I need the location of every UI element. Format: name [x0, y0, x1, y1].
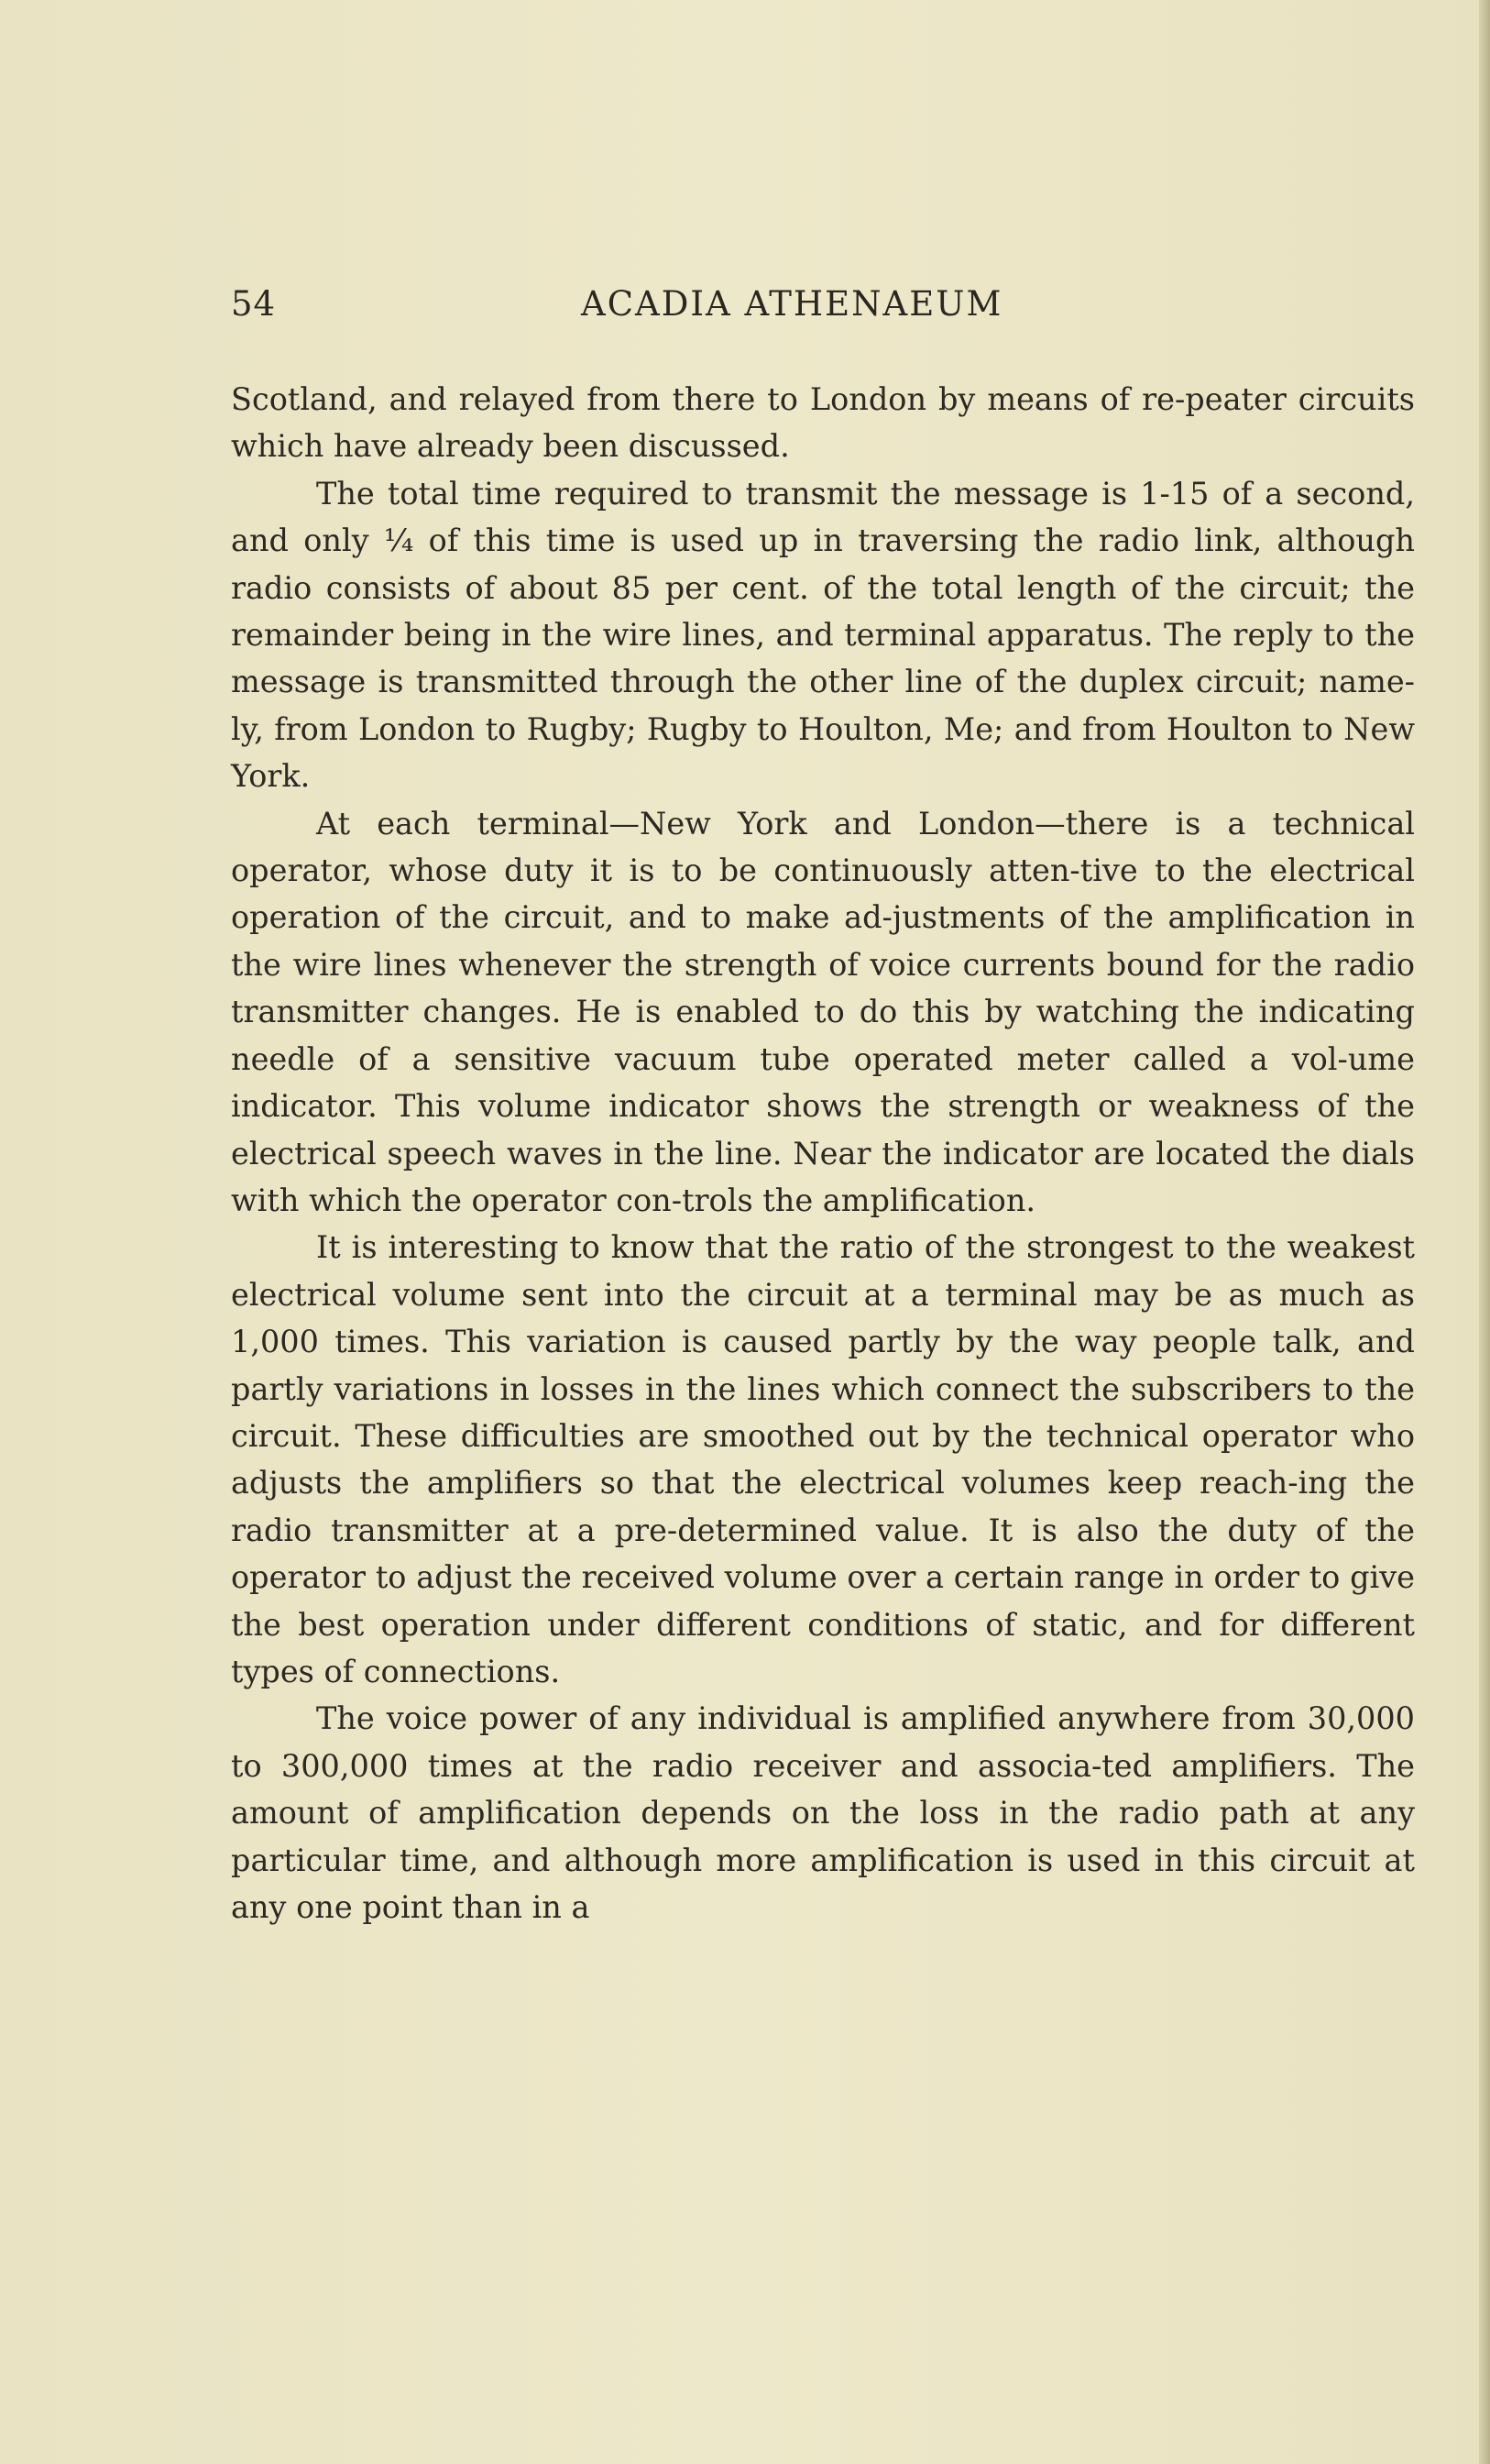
paragraph-5: The voice power of any individual is amplified anywhere from 30,000 to 300,000 times at the radio receiver and associa-ted amplifiers. The amount of amplification depends on the loss in the radio path at any particular time, and although more amplification is used in this circuit at any one point than in a — [231, 1700, 1415, 1925]
page-edge-shadow — [1479, 0, 1490, 2464]
paragraph-2: The total time required to transmit the message is 1-15 of a second, and only ¼ of this time is used up in traversing the radio link, although radio consists of about 85 per cent. of the total length of the circuit; the remainder being in the wire lines, and terminal apparatus. The reply to the message is transmitted through the other line of the duplex circuit; name-ly, from London to Rugby; Rugby to Houlton, Me; and from Houlton to New York. — [231, 475, 1415, 795]
page-number: 54 — [231, 284, 277, 324]
running-head: ACADIA ATHENAEUM — [581, 284, 1003, 324]
paragraph-1: Scotland, and relayed from there to London by means of re-peater circuits which have already been discussed. — [231, 381, 1415, 465]
body-text — [231, 376, 1415, 1930]
paragraph-3: At each terminal—New York and London—there is a technical operator, whose duty it is to be continuously atten-tive to the electrical operation of the circuit, and to make ad-justments of the amplification in the wire lines whenever the strength of voice currents bound for the radio transmitter changes. He is enabled to do this by watching the indicating needle of a sensitive vacuum tube operated meter called a vol-ume indicator. This volume indicator shows the strength or weakness of the electrical speech waves in the line. Near the indicator are located the dials with which the operator con-trols the amplification. — [231, 805, 1415, 1218]
paragraph-4: It is interesting to know that the ratio of the strongest to the weakest electrical volume sent into the circuit at a terminal may be as much as 1,000 times. This variation is caused partly by the way people talk, and partly variations in losses in the lines which connect the subscribers to the circuit. These difficulties are smoothed out by the technical operator who adjusts the amplifiers so that the electrical volumes keep reach-ing the radio transmitter at a pre-determined value. It is also the duty of the operator to adjust the received volume over a certain range in order to give the best operation under different conditions of static, and for different types of connections. — [231, 1229, 1415, 1689]
page-header — [231, 284, 1419, 336]
